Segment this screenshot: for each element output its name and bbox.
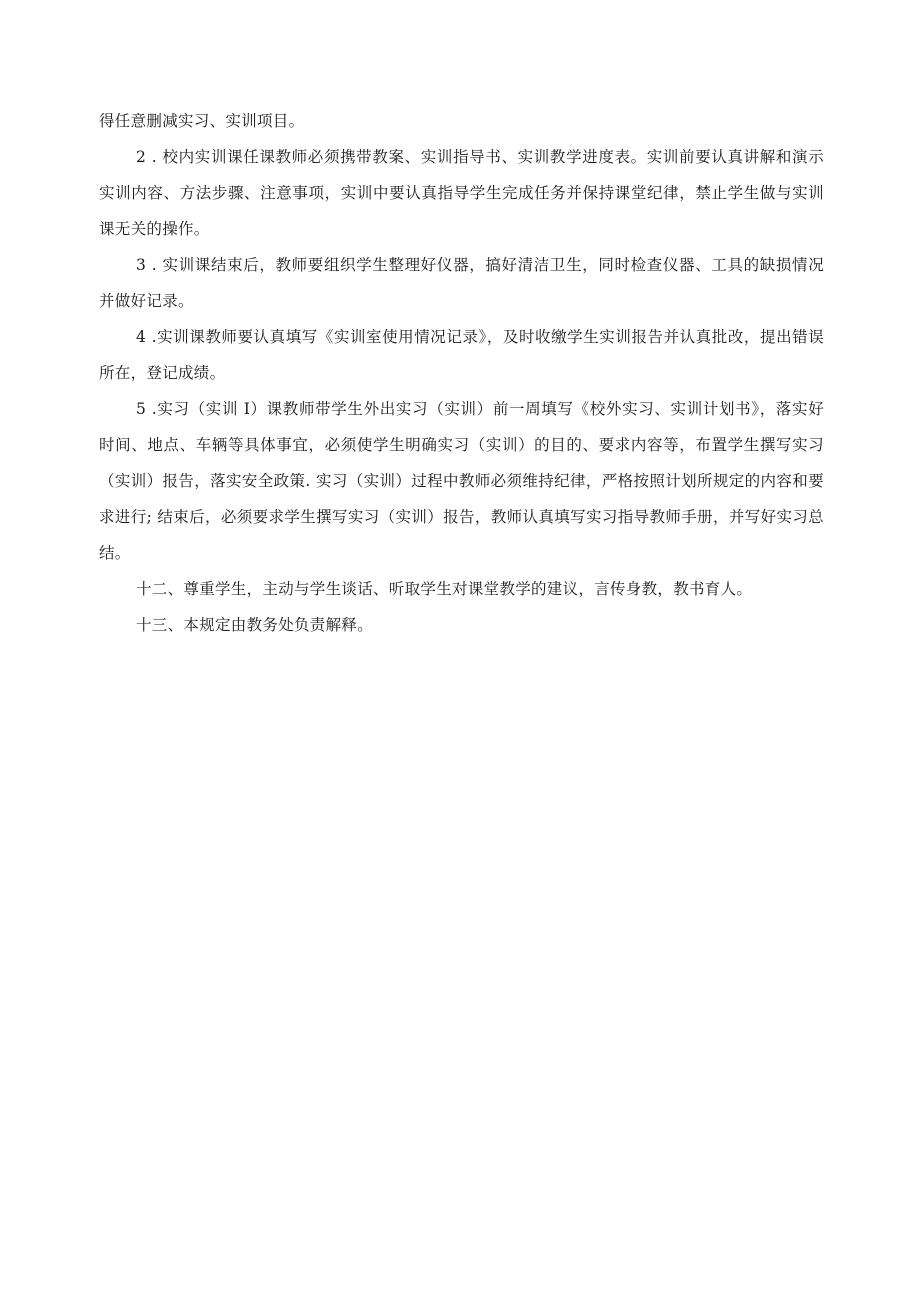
paragraph-continuation: 得任意删减实习、实训项目。 — [99, 112, 305, 130]
paragraph-item-4: 4 .实训课教师要认真填写《实训室使用情况记录》，及时收缴学生实训报告并认真批改，提出错误所在，登记成绩。 — [99, 328, 824, 382]
paragraph-article-13: 十三、本规定由教务处负责解释。 — [136, 616, 374, 634]
paragraph-item-3: 3 . 实训课结束后，教师要组织学生整理好仪器，搞好清洁卫生，同时检查仪器、工具的缺损情况并做好记录。 — [99, 256, 824, 310]
paragraph-item-2: 2 . 校内实训课任课教师必须携带教案、实训指导书、实训教学进度表。实训前要认真讲解和演示实训内容、方法步骤、注意事项，实训中要认真指导学生完成任务并保持课堂纪律，禁止学生做与实训课无关的操作。 — [99, 148, 824, 238]
paragraph-article-12: 十二、尊重学生，主动与学生谈话、听取学生对课堂教学的建议，言传身教，教书育人。 — [136, 580, 753, 598]
document-body — [99, 103, 824, 643]
paragraph-item-5: 5 .实习（实训 I）课教师带学生外出实习（实训）前一周填写《校外实习、实训计划书》，落实好时间、地点、车辆等具体事宜，必须使学生明确实习（实训）的目的、要求内容等，布置学生撰写实习（实训）报告，落实安全政策. 实习（实训）过程中教师必须维持纪律，严格按照计划所规定的内容和要求进行; 结束后，必须要求学生撰写实习（实训）报告，教师认真填写实习指导教师手册，并写好实习总结。 — [99, 400, 824, 562]
